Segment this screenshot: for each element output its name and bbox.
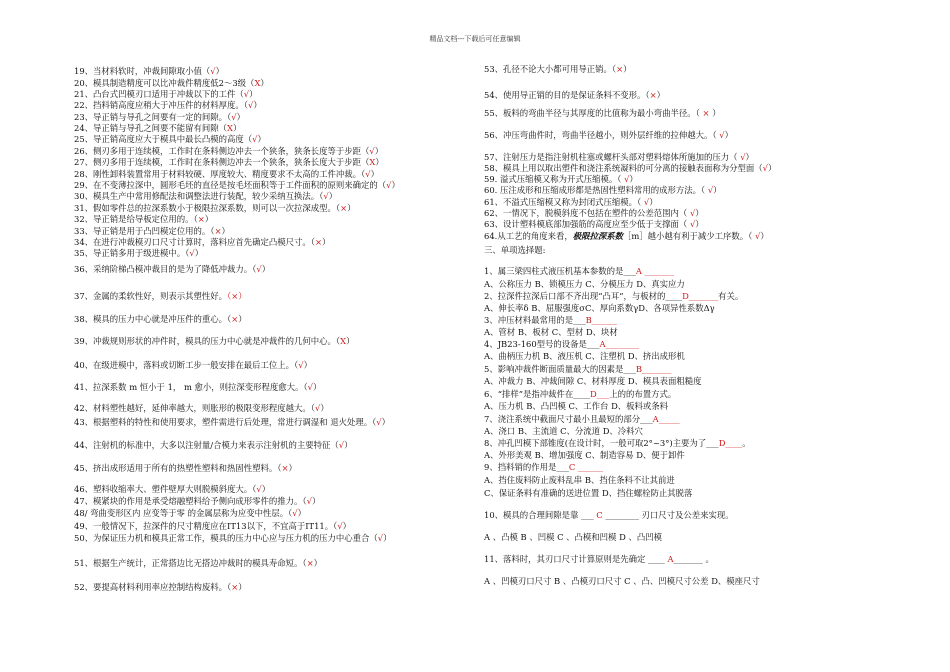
- question-line: [484, 185, 722, 196]
- question-line: [484, 279, 685, 290]
- question-line: [484, 291, 743, 302]
- answer-mark: B_______: [635, 364, 672, 374]
- question-line: [74, 112, 245, 123]
- question-suffix: ）: [709, 108, 721, 118]
- answer-mark: √: [314, 403, 321, 413]
- answer-mark: ×: [231, 314, 239, 324]
- question-suffix: ）: [249, 89, 258, 99]
- question-line: [74, 336, 354, 347]
- question-text: 48/ 弯曲变形区内 应变等于零 的金属层称为应变中性层。（: [74, 508, 293, 518]
- answer-mark: √: [307, 382, 313, 392]
- question-line: [484, 414, 680, 425]
- question-text: 35、导正销多用于级进模中。（: [74, 248, 190, 258]
- question-text: 47、模紧块的作用是承受熔融塑料给予侧向成形零件的推力。（: [74, 496, 307, 506]
- answer-mark: ×: [314, 237, 322, 247]
- question-suffix: ）: [257, 134, 266, 144]
- question-suffix: ）: [342, 521, 352, 531]
- question-suffix: ）: [649, 197, 658, 207]
- question-line: [484, 219, 704, 230]
- question-line: [484, 438, 751, 449]
- answer-mark: √: [292, 508, 298, 518]
- answer-mark: √: [252, 134, 258, 144]
- question-text: 42、材料塑性越好，延伸率越大，则胀形的极限变形程度越大。（: [74, 403, 315, 413]
- question-text: 39、冲裁规则形状的冲件时，模具的压力中心就是冲裁件的几何中心。（: [74, 336, 341, 346]
- question-line: [484, 462, 603, 473]
- question-line: [484, 163, 776, 174]
- question-text: 7、浇注系统中截面尺寸最小且最短的部分___: [484, 414, 653, 424]
- question-suffix: ）: [261, 484, 271, 494]
- question-suffix: 有关。: [718, 291, 744, 301]
- question-text: 24、导正销与导孔之间要不能留有间隙（: [74, 123, 228, 133]
- question-suffix: ）: [375, 157, 384, 167]
- question-text: A、挡住废料防止废料乱串 B、挡住条料不让其前进: [484, 475, 675, 485]
- question-line: [74, 440, 352, 451]
- question-suffix: ）: [695, 219, 704, 229]
- question-text: 41、拉深系数 m 恒小于 1， m 愈小，则拉深变形程度愈大。（: [74, 382, 308, 392]
- answer-mark: √: [306, 496, 312, 506]
- answer-mark: √: [624, 174, 630, 184]
- question-line: [74, 100, 262, 111]
- question-suffix: ）: [381, 417, 390, 427]
- question-line: [484, 327, 618, 338]
- question-line: [74, 403, 329, 414]
- question-suffix: ）: [253, 100, 262, 110]
- answer-mark: √: [643, 197, 650, 207]
- answer-mark: √: [298, 360, 304, 370]
- question-text: 45、挤出成形适用于所有的热塑性塑料和热固性塑料。（: [74, 463, 282, 473]
- question-text: 3、冲压材料最常用的是___: [484, 315, 586, 325]
- question-suffix: ）: [322, 237, 331, 247]
- question-line: [484, 315, 617, 326]
- question-text: 34、在进行冲裁模刃口尺寸计算时，落料应首先确定凸模尺寸。（: [74, 237, 315, 247]
- page-header: 精品文档---下载后可任意编辑: [429, 35, 521, 43]
- emphasized-term: 极限拉深系数: [572, 231, 623, 241]
- question-line: [74, 533, 392, 544]
- question-text: 43、根据塑料的特性和使用要求，塑件需进行后处理，常进行调湿和 退火处理。（: [74, 417, 377, 427]
- question-line: [74, 134, 266, 145]
- question-line: [484, 64, 632, 75]
- question-line: [484, 450, 685, 461]
- question-text: A、冲裁力 B、冲裁间隙 C、材料厚度 D、模具表面粗糙度: [484, 376, 702, 386]
- question-suffix: ）: [745, 152, 754, 162]
- question-text: 58、模具上用以取出塑件和浇注系统凝料的可分离的接触表面称为分型面（: [484, 163, 763, 173]
- question-text: 27、侧刃多用于连续模，工作时在条料侧边冲去一个狭条，狭条长度大于步距（: [74, 157, 370, 167]
- answer-mark: ×: [231, 582, 239, 592]
- question-suffix: ）: [695, 208, 704, 218]
- question-line: [74, 78, 269, 89]
- answer-mark: A_____: [652, 414, 680, 424]
- question-suffix: ）: [347, 203, 356, 213]
- question-line: [74, 248, 203, 259]
- question-text: 21、凸台式凹模刃口适用于冲裁以下的工件（: [74, 89, 244, 99]
- answer-mark: X: [227, 123, 233, 133]
- question-suffix: ）: [215, 66, 224, 76]
- answer-mark: X: [254, 78, 261, 88]
- question-suffix: ）: [261, 264, 271, 274]
- question-text: C、保证条料有准确的送进位置 D、挡住螺栓防止其脱落: [484, 488, 693, 498]
- question-text: 2、拉深件拉深后口部不齐出现“凸耳”，与板材的____: [484, 291, 683, 301]
- question-line: [484, 266, 674, 277]
- question-suffix: ）: [313, 558, 322, 568]
- answer-mark: B______: [585, 315, 617, 325]
- question-line: [484, 174, 638, 185]
- question-line: [74, 66, 224, 77]
- question-text: A、管材 B、板材 C、型材 D、块材: [484, 327, 618, 337]
- question-line: [484, 339, 639, 350]
- question-line: [484, 351, 685, 362]
- answer-mark: √: [707, 185, 714, 195]
- question-line: [484, 208, 704, 219]
- answer-mark: D____: [718, 438, 743, 448]
- question-line: [484, 245, 545, 256]
- question-text: 62、一情况下，脱模斜度不包括在塑件的公差范围内（: [484, 208, 690, 218]
- answer-mark: ×: [197, 214, 205, 224]
- question-line: [484, 364, 671, 375]
- question-line: [484, 475, 675, 486]
- question-suffix: ）: [623, 64, 632, 74]
- question-suffix: _______ 。: [673, 554, 714, 564]
- question-text: 52、要提高材料利用率应控制结构废料。（: [74, 582, 232, 592]
- question-suffix: ）: [374, 146, 384, 156]
- answer-mark: ×: [702, 108, 710, 118]
- question-line: [74, 463, 297, 474]
- answer-mark: ×: [214, 226, 222, 236]
- question-text: A 、凹模刃口尺寸 B 、凸模刃口尺寸 C 、凸、凹模尺寸公差 D、模座尺寸: [484, 576, 760, 586]
- question-line: [74, 484, 270, 495]
- answer-mark: √: [243, 89, 250, 99]
- question-line: [484, 376, 702, 387]
- question-line: [74, 314, 247, 325]
- question-text: 38、模具的压力中心就是冲压件的重心。（: [74, 314, 232, 324]
- question-line: [74, 180, 400, 191]
- question-suffix: ）: [238, 582, 247, 592]
- question-text: A、伸长率δ B、屈服强度σC、厚向系数γD、各项异性系数Δγ: [484, 303, 715, 313]
- question-text: 53、孔径不论大小都可用导正销。（: [484, 64, 617, 74]
- question-text: 63、设计塑料模底部加强筋的高度应至少低于支撑面（: [484, 219, 690, 229]
- question-suffix: 。: [742, 438, 751, 448]
- question-suffix: ）: [328, 191, 338, 201]
- question-line: [484, 197, 658, 208]
- answer-mark: √: [689, 219, 696, 229]
- question-suffix: ）: [311, 496, 321, 506]
- question-text: 32、导正销是给导板定位用的。（: [74, 214, 198, 224]
- question-suffix: ）: [391, 180, 400, 190]
- question-text: 51、根据生产统计，正常搭边比无搭边冲裁时的模具寿命短。（: [74, 558, 307, 568]
- question-text: 10、模具的合理间隙是靠 ___: [484, 510, 597, 520]
- question-line: [484, 488, 692, 499]
- question-line: [74, 169, 379, 180]
- answer-mark: （×）: [227, 291, 247, 301]
- answer-mark: √: [377, 533, 384, 543]
- question-text: 64.从工艺的角度来看，: [484, 231, 573, 241]
- question-text: A、外形美观 B、增加强度 C、制造容易 D、便于卸件: [484, 450, 685, 460]
- question-suffix: ________ 刃口尺寸及公差来实现。: [602, 510, 734, 520]
- question-text: 36、采纳阶梯凸模冲裁目的是为了降低冲裁力。（: [74, 264, 257, 274]
- question-suffix: ）: [233, 123, 242, 133]
- question-text: 23、导正销与导孔之间要有一定的间隙。（: [74, 112, 232, 122]
- question-line: [74, 203, 356, 214]
- answer-mark: √: [189, 248, 195, 258]
- question-line: [74, 360, 312, 371]
- question-suffix: ）: [768, 163, 777, 173]
- question-text: 57、注射压力是指注射机柱塞或螺杆头部对塑料熔体所施加的压力（: [484, 152, 741, 162]
- question-suffix: ）: [713, 185, 722, 195]
- answer-mark: √: [762, 163, 768, 173]
- question-line: [74, 291, 247, 302]
- question-line: [74, 521, 351, 532]
- answer-mark: √: [719, 130, 725, 140]
- question-text: 26、侧刃多用于连续模，工作时在条料侧边冲去一个狭条，狭条长度等于步距（: [74, 146, 370, 156]
- question-text: 11、落料时，其刃口尺寸计算原则是先确定 ____: [484, 554, 668, 564]
- question-suffix: ）: [760, 231, 769, 241]
- answer-mark: √: [210, 66, 216, 76]
- answer-mark: A _______: [635, 266, 674, 276]
- answer-mark: √: [755, 231, 761, 241]
- question-line: [484, 401, 668, 412]
- question-line: [484, 389, 676, 400]
- question-text: 1、属三梁四柱式液压机基本参数的是___: [484, 266, 636, 276]
- question-line: [74, 214, 213, 225]
- question-line: [484, 90, 665, 101]
- question-suffix: ）: [204, 214, 214, 224]
- question-suffix: ）: [303, 360, 312, 370]
- question-suffix: ）: [297, 508, 306, 518]
- question-suffix: ）: [260, 78, 269, 88]
- answer-mark: A: [667, 554, 674, 564]
- question-line: [74, 191, 337, 202]
- answer-mark: √: [231, 112, 237, 122]
- question-text: 49、一般情况下，拉深件的尺寸精度应在IT13以下，不宜高于IT11。（: [74, 521, 338, 531]
- question-text: 44、注射机的标准中，大多以注射量/合模力来表示注射机的主要特征（: [74, 440, 339, 450]
- answer-mark: ×: [616, 64, 624, 74]
- question-text: 19、当材料软时，冲裁间隙取小值（: [74, 66, 211, 76]
- answer-mark: D_______: [682, 291, 719, 301]
- question-text: A、曲柄压力机 B、液压机 C、注塑机 D、挤出成形机: [484, 351, 685, 361]
- question-text: 50、为保证压力机和模具正常工作，模具的压力中心应与压力机的压力中心重合（: [74, 533, 378, 543]
- question-text: 25、导正销高度应大于模具中最长凸模的高度（: [74, 134, 253, 144]
- question-suffix: ）: [312, 382, 322, 392]
- question-text: 60. 压注成形和压缩成形都是热固性塑料常用的成形方法。（: [484, 185, 708, 195]
- question-text: 30、模具生产中常用修配法和调整法进行装配，较少采纳互换法。（: [74, 191, 324, 201]
- question-line: [484, 130, 733, 141]
- question-suffix: ）: [370, 169, 379, 179]
- question-text: 20、模具制造精度可以比冲裁件精度低2～3级（: [74, 78, 255, 88]
- question-line: [484, 303, 715, 314]
- answer-mark: ×: [340, 203, 348, 213]
- question-text: 6、“排样”是指冲裁件在____: [484, 389, 591, 399]
- question-text: 40、在级进模中，落料或切断工步一般安排在最后工位上。（: [74, 360, 299, 370]
- question-suffix: ）: [383, 533, 392, 543]
- question-line: [74, 417, 390, 428]
- question-line: [484, 231, 769, 242]
- question-line: [74, 89, 258, 100]
- question-line: [484, 554, 714, 565]
- question-text: 33、导正销是用于凸凹模定位用的。（: [74, 226, 215, 236]
- answer-mark: ×: [281, 463, 289, 473]
- answer-mark: √: [386, 180, 392, 190]
- question-line: [74, 582, 247, 593]
- question-suffix: ）: [344, 440, 353, 450]
- question-text: 三、单项选择题:: [484, 245, 546, 255]
- question-text: 37、金属的柔软性好，则表示其塑性好。: [74, 291, 228, 301]
- question-text: A、公称压力 B、锁模压力 C、分模压力 D、真实应力: [484, 279, 685, 289]
- question-line: [484, 426, 643, 437]
- answer-mark: √: [338, 440, 345, 450]
- question-text: 59. 溢式压缩模又称为开式压缩模。（: [484, 174, 625, 184]
- question-text: 55、板料的弯曲半径与其厚度的比值称为最小弯曲半径。（: [484, 108, 703, 118]
- question-suffix: ）: [724, 130, 733, 140]
- answer-mark: C ______: [568, 462, 604, 472]
- question-text: 4、JB23-160型号的设备是___: [484, 339, 600, 349]
- question-line: [74, 508, 306, 519]
- question-line: [74, 146, 383, 157]
- question-line: [74, 382, 321, 393]
- question-text: 56、冲压弯曲件时，弯曲半径越小，则外层纤维的拉伸越大。（: [484, 130, 720, 140]
- answer-mark: X: [369, 157, 376, 167]
- question-suffix: ）: [194, 248, 204, 258]
- question-text: 5、影响冲裁件断面质量最大的因素是___: [484, 364, 636, 374]
- question-text: 9、挡料销的作用是___: [484, 462, 569, 472]
- question-text: 31、假如零件总的拉深系数小于极限拉深系数，则可以一次拉深成型。（: [74, 203, 341, 213]
- answer-mark: √: [740, 152, 746, 162]
- question-line: [74, 558, 322, 569]
- answer-mark: X: [340, 336, 347, 346]
- answer-mark: C: [596, 510, 603, 520]
- question-suffix: ）: [629, 174, 638, 184]
- question-line: [484, 108, 721, 119]
- question-line: [74, 226, 230, 237]
- question-text-continued: ［m］越小越有利于减少工序数。（: [622, 231, 755, 241]
- question-line: [74, 496, 320, 507]
- question-line: [74, 157, 384, 168]
- question-line: [484, 532, 662, 543]
- answer-mark: √: [365, 169, 371, 179]
- answer-mark: √: [376, 417, 382, 427]
- question-suffix: ）: [656, 90, 665, 100]
- question-suffix: ）: [320, 403, 329, 413]
- question-text: A、压力机 B、凸凹模 C、工作台 D、板料或条料: [484, 401, 669, 411]
- answer-mark: D___: [590, 389, 610, 399]
- question-text: 61、不溢式压缩模又称为封闭式压缩模。（: [484, 197, 644, 207]
- answer-mark: √: [689, 208, 696, 218]
- question-suffix: ）: [238, 314, 247, 324]
- question-suffix: ）: [236, 112, 245, 122]
- answer-mark: √: [369, 146, 375, 156]
- question-suffix: ）: [346, 336, 355, 346]
- answer-mark: √: [256, 264, 262, 274]
- question-text: 28、刚性卸料装置常用于材料较硬、厚度较大、精度要求不太高的工件冲裁。（: [74, 169, 366, 179]
- answer-mark: √: [247, 100, 254, 110]
- question-text: 54、使用导正销的目的是保证条料不变形。（: [484, 90, 650, 100]
- question-suffix: 上的的布置方式。: [609, 389, 677, 399]
- question-text: 22、挡料销高度应稍大于冲压件的材料厚度。（: [74, 100, 248, 110]
- answer-mark: √: [323, 191, 329, 201]
- question-suffix: ）: [288, 463, 297, 473]
- question-text: 8、冲孔凹模下部锥度(在设计时，一般可取2°~3°)主要为了___: [484, 438, 719, 448]
- question-line: [484, 152, 754, 163]
- question-text: 46、塑料收缩率大、塑件壁厚大则脱模斜度大。（: [74, 484, 257, 494]
- question-line: [484, 510, 734, 521]
- question-text: 29、在不变薄拉深中，圆形毛坯的直径是按毛坯面积等于工件面积的原则来确定的（: [74, 180, 387, 190]
- answer-mark: ×: [649, 90, 657, 100]
- question-line: [74, 264, 270, 275]
- answer-mark: A________: [599, 339, 640, 349]
- answer-mark: √: [337, 521, 343, 531]
- question-line: [484, 576, 760, 587]
- question-line: [74, 123, 241, 134]
- question-suffix: ）: [221, 226, 230, 236]
- question-text: A、浇口 B、主流道 C、分流道 D、冷料穴: [484, 426, 643, 436]
- question-line: [74, 237, 330, 248]
- answer-mark: ×: [306, 558, 314, 568]
- question-text: A 、凸模 B 、凹模 C 、凸模和凹模 D 、凸凹模: [484, 532, 662, 542]
- answer-mark: √: [256, 484, 262, 494]
